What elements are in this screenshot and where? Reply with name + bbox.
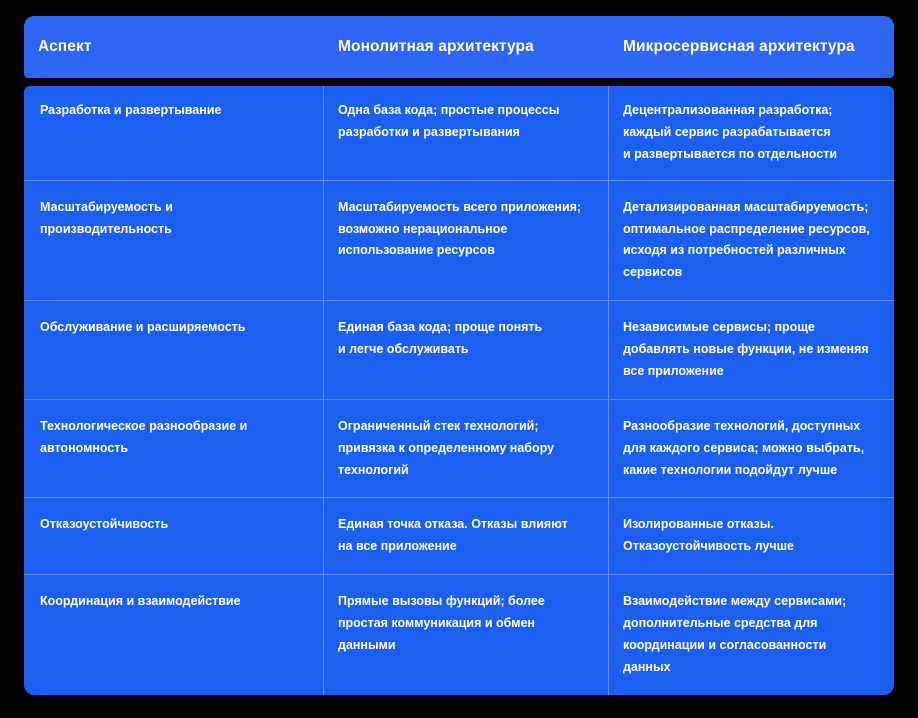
cell-line: Разнообразие технологий, доступных bbox=[623, 418, 861, 433]
table-header-microservices: Микросервисная архитектура bbox=[623, 38, 855, 55]
cell-line: Взаимодействие между сервисами; bbox=[623, 594, 847, 609]
cell-microservices bbox=[609, 575, 894, 695]
cell-microservices bbox=[609, 301, 894, 399]
cell-line: Независимые сервисы; проще bbox=[623, 320, 815, 335]
table-row bbox=[24, 498, 894, 575]
table-body bbox=[24, 86, 894, 695]
cell-line: Отказоустойчивость bbox=[40, 517, 169, 532]
cell-line: разработки и развертывания bbox=[338, 124, 520, 139]
cell-line: и развертывается по отдельности bbox=[623, 146, 838, 161]
cell-aspect bbox=[24, 86, 324, 180]
table-row bbox=[24, 575, 894, 695]
cell-line: дополнительные средства для bbox=[623, 616, 818, 630]
cell-monolith bbox=[324, 400, 609, 498]
cell-line: возможно нерациональное bbox=[338, 221, 508, 236]
cell-line: координации и согласованности bbox=[623, 637, 827, 652]
cell-line: производительность bbox=[40, 221, 172, 236]
cell-line: добавлять новые функции, не изменяя bbox=[623, 342, 869, 356]
cell-line: Прямые вызовы функций; более bbox=[338, 594, 545, 609]
cell-line: сервисов bbox=[623, 265, 683, 280]
table-header-monolith: Монолитная архитектура bbox=[338, 38, 534, 55]
cell-monolith bbox=[324, 301, 609, 399]
cell-microservices bbox=[609, 86, 894, 180]
cell-aspect bbox=[24, 301, 324, 399]
cell-monolith bbox=[324, 575, 609, 695]
cell-line: Единая база кода; проще понять bbox=[338, 320, 543, 335]
cell-line: каждый сервис разрабатывается bbox=[623, 124, 831, 139]
cell-line: на все приложение bbox=[338, 539, 457, 554]
cell-line: Отказоустойчивость лучше bbox=[623, 539, 794, 554]
cell-line: какие технологии подойдут лучше bbox=[623, 462, 838, 477]
cell-line: Масштабируемость всего приложения; bbox=[338, 199, 582, 214]
cell-line: простая коммуникация и обмен bbox=[338, 616, 535, 630]
cell-line: Обслуживание и расширяемость bbox=[40, 320, 246, 335]
cell-line: Изолированные отказы. bbox=[623, 517, 774, 532]
table-row bbox=[24, 86, 894, 181]
cell-aspect bbox=[24, 498, 324, 574]
table-row bbox=[24, 301, 894, 400]
cell-aspect bbox=[24, 400, 324, 498]
table-header-row bbox=[24, 16, 894, 78]
cell-microservices bbox=[609, 498, 894, 574]
cell-line: Децентрализованная разработка; bbox=[623, 103, 833, 117]
table-row bbox=[24, 400, 894, 499]
cell-line: Масштабируемость и bbox=[40, 199, 173, 214]
cell-monolith bbox=[324, 181, 609, 301]
table-row bbox=[24, 181, 894, 302]
cell-microservices bbox=[609, 181, 894, 301]
cell-line: Детализированная масштабируемость; bbox=[623, 199, 869, 214]
cell-line: и легче обслуживать bbox=[338, 342, 469, 356]
cell-line: исходя из потребностей различных bbox=[623, 243, 846, 258]
table-header-aspect: Аспект bbox=[38, 38, 92, 55]
cell-line: Разработка и развертывание bbox=[40, 103, 222, 117]
cell-line: использование ресурсов bbox=[338, 243, 495, 258]
cell-line: оптимальное распределение ресурсов, bbox=[623, 221, 870, 236]
cell-aspect bbox=[24, 181, 324, 301]
comparison-table bbox=[24, 16, 894, 695]
cell-monolith bbox=[324, 498, 609, 574]
cell-line: технологий bbox=[338, 462, 409, 477]
cell-microservices bbox=[609, 400, 894, 498]
cell-line: все приложение bbox=[623, 363, 724, 378]
cell-line: данными bbox=[338, 637, 396, 652]
cell-line: автономность bbox=[40, 440, 129, 455]
cell-line: Ограниченный стек технологий; bbox=[338, 418, 539, 433]
cell-line: привязка к определенному набору bbox=[338, 440, 555, 455]
cell-line: данных bbox=[623, 659, 671, 674]
cell-line: Одна база кода; простые процессы bbox=[338, 103, 560, 117]
cell-monolith bbox=[324, 86, 609, 180]
cell-line: Технологическое разнообразие и bbox=[40, 418, 248, 433]
cell-line: для каждого сервиса; можно выбрать, bbox=[623, 440, 865, 455]
cell-line: Единая точка отказа. Отказы влияют bbox=[338, 517, 568, 532]
cell-aspect bbox=[24, 575, 324, 695]
cell-line: Координация и взаимодействие bbox=[40, 594, 241, 609]
